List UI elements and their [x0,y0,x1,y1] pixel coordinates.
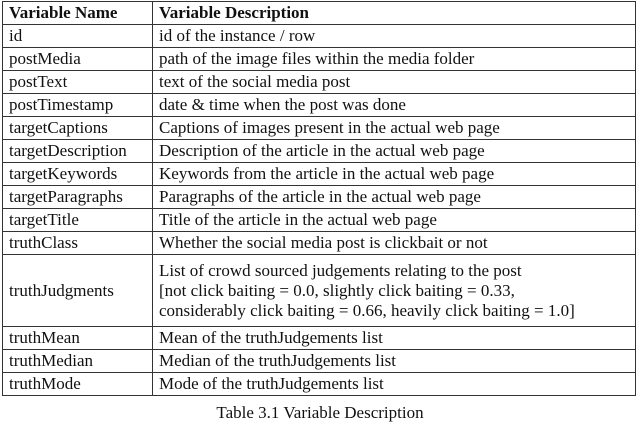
table-row [3,48,636,71]
description-line: Paragraphs of the article in the actual web page [159,187,481,206]
description-line: path of the image files within the media folder [159,49,475,68]
variable-name-cell: targetKeywords [3,163,153,186]
header-variable-name: Variable Name [3,2,153,25]
description-line: Captions of images present in the actual web page [159,118,500,137]
table-row [3,209,636,232]
description-line: date & time when the post was done [159,95,406,114]
variable-name-cell: postText [3,71,153,94]
variable-description-cell [153,209,636,232]
table-row [3,71,636,94]
table-row [3,186,636,209]
variable-description-cell [153,117,636,140]
description-line: Median of the truthJudgements list [159,351,397,370]
variable-name-cell: truthMean [3,327,153,350]
variable-name-cell: targetDescription [3,140,153,163]
description-line: Mode of the truthJudgements list [159,374,384,393]
variable-name-cell: targetCaptions [3,117,153,140]
description-line: Mean of the truthJudgements list [159,328,383,347]
variable-name-cell: id [3,25,153,48]
variable-description-cell [153,140,636,163]
table-body [3,25,636,396]
table-row [3,94,636,117]
variable-description-table [2,1,636,396]
table-row [3,232,636,255]
variable-description-cell [153,48,636,71]
description-line: id of the instance / row [159,26,316,45]
variable-name-cell: postTimestamp [3,94,153,117]
variable-name-cell: truthMedian [3,350,153,373]
table-row [3,327,636,350]
description-line: [not click baiting = 0.0, slightly click baiting = 0.33, [159,280,515,300]
variable-name-cell: truthJudgments [3,255,153,327]
variable-description-cell [153,163,636,186]
description-line: List of crowd sourced judgements relating to the post [159,260,522,280]
variable-name-cell: targetParagraphs [3,186,153,209]
variable-description-cell [153,327,636,350]
variable-description-cell [153,232,636,255]
table-row [3,373,636,396]
variable-description-cell [153,94,636,117]
header-variable-description: Variable Description [153,2,636,25]
description-line: Description of the article in the actual web page [159,141,485,160]
table-row [3,25,636,48]
table-row [3,255,636,327]
table-caption: Table 3.1 Variable Description [216,403,424,422]
table-header-row [3,2,636,25]
variable-name-cell: truthClass [3,232,153,255]
description-line: Title of the article in the actual web page [159,210,437,229]
table-row [3,117,636,140]
description-line: Keywords from the article in the actual web page [159,164,495,183]
variable-description-cell [153,255,636,327]
variable-description-cell [153,350,636,373]
table-row [3,350,636,373]
description-line: Whether the social media post is clickbait or not [159,233,488,252]
description-line: considerably click baiting = 0.66, heavily click baiting = 1.0] [159,300,575,320]
variable-description-cell [153,71,636,94]
variable-name-cell: targetTitle [3,209,153,232]
variable-description-cell [153,186,636,209]
table-row [3,140,636,163]
description-line: text of the social media post [159,72,351,91]
variable-description-cell [153,373,636,396]
variable-name-cell: truthMode [3,373,153,396]
variable-description-cell [153,25,636,48]
table-row [3,163,636,186]
variable-name-cell: postMedia [3,48,153,71]
